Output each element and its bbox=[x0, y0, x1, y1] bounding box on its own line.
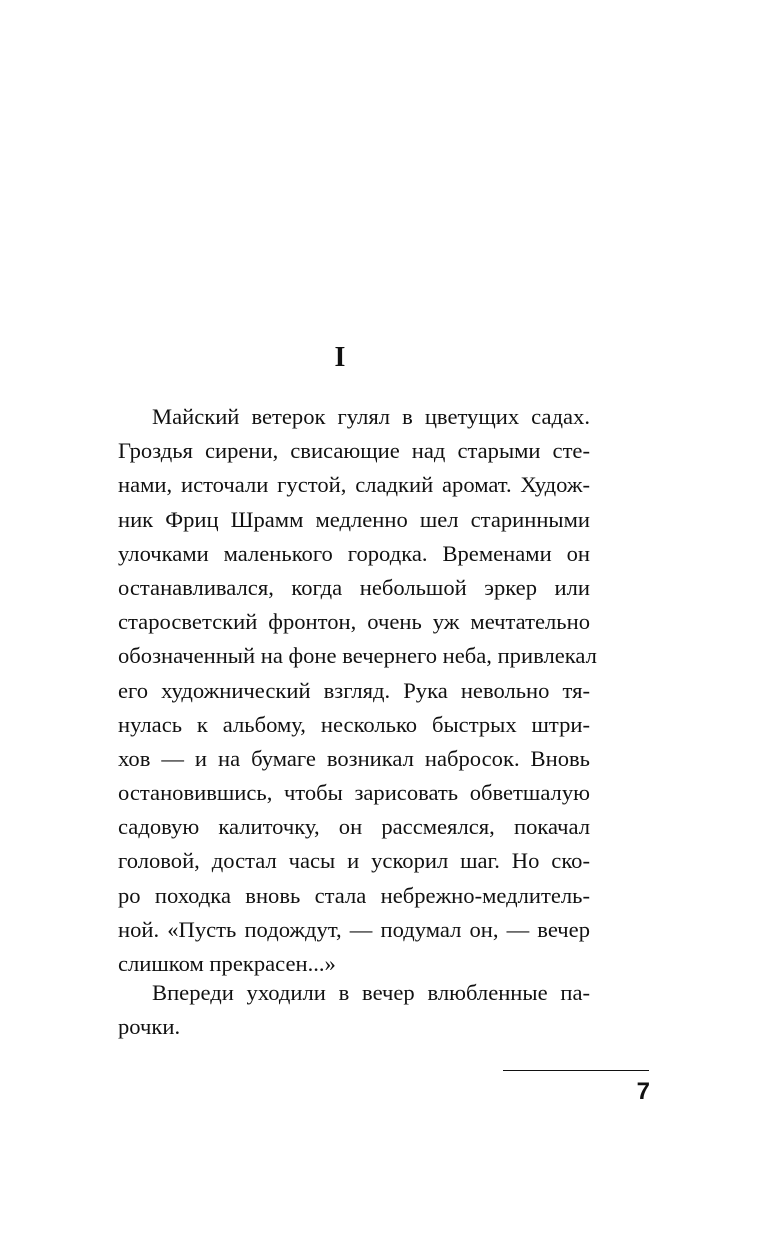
footer-rule bbox=[503, 1070, 649, 1071]
page-number: 7 bbox=[636, 1078, 650, 1105]
text-line: головой, достал часы и ускорил шаг. Но ско- bbox=[118, 848, 590, 874]
text-line: садовую калиточку, он рассмеялся, покачал bbox=[118, 814, 590, 840]
text-line: Гроздья сирени, свисающие над старыми сте- bbox=[118, 438, 590, 464]
text-line: хов — и на бумаге возникал набросок. Вновь bbox=[118, 745, 590, 771]
text-line: рочки. bbox=[118, 1014, 181, 1040]
text-line: обозначенный на фоне вечернего неба, привлекал bbox=[118, 643, 597, 669]
text-line: ник Фриц Шрамм медленно шел старинными bbox=[118, 506, 590, 532]
text-line: старосветский фронтон, очень уж мечтательно bbox=[118, 609, 590, 635]
text-line: ной. «Пусть подождут, — подумал он, — вечер bbox=[118, 916, 590, 942]
text-line: его художнический взгляд. Рука невольно тя- bbox=[118, 677, 590, 703]
text-line: слишком прекрасен...» bbox=[118, 951, 336, 976]
text-line: Майский ветерок гулял в цветущих садах. bbox=[152, 404, 590, 429]
chapter-heading: I bbox=[334, 342, 346, 373]
paragraph-1 bbox=[118, 400, 597, 981]
text-line: остановившись, чтобы зарисовать обветшалую bbox=[118, 780, 590, 806]
text-line: ро походка вновь стала небрежно-медлитель- bbox=[118, 882, 590, 908]
text-line: нами, источали густой, сладкий аромат. Худож- bbox=[118, 472, 590, 498]
text-line: улочками маленького городка. Временами он bbox=[118, 540, 590, 566]
text-line: нулась к альбому, несколько быстрых штри- bbox=[118, 711, 590, 737]
paragraph-2 bbox=[118, 976, 590, 1044]
text-line: останавливался, когда небольшой эркер или bbox=[118, 574, 590, 600]
text-line: Впереди уходили в вечер влюбленные па- bbox=[152, 980, 590, 1005]
